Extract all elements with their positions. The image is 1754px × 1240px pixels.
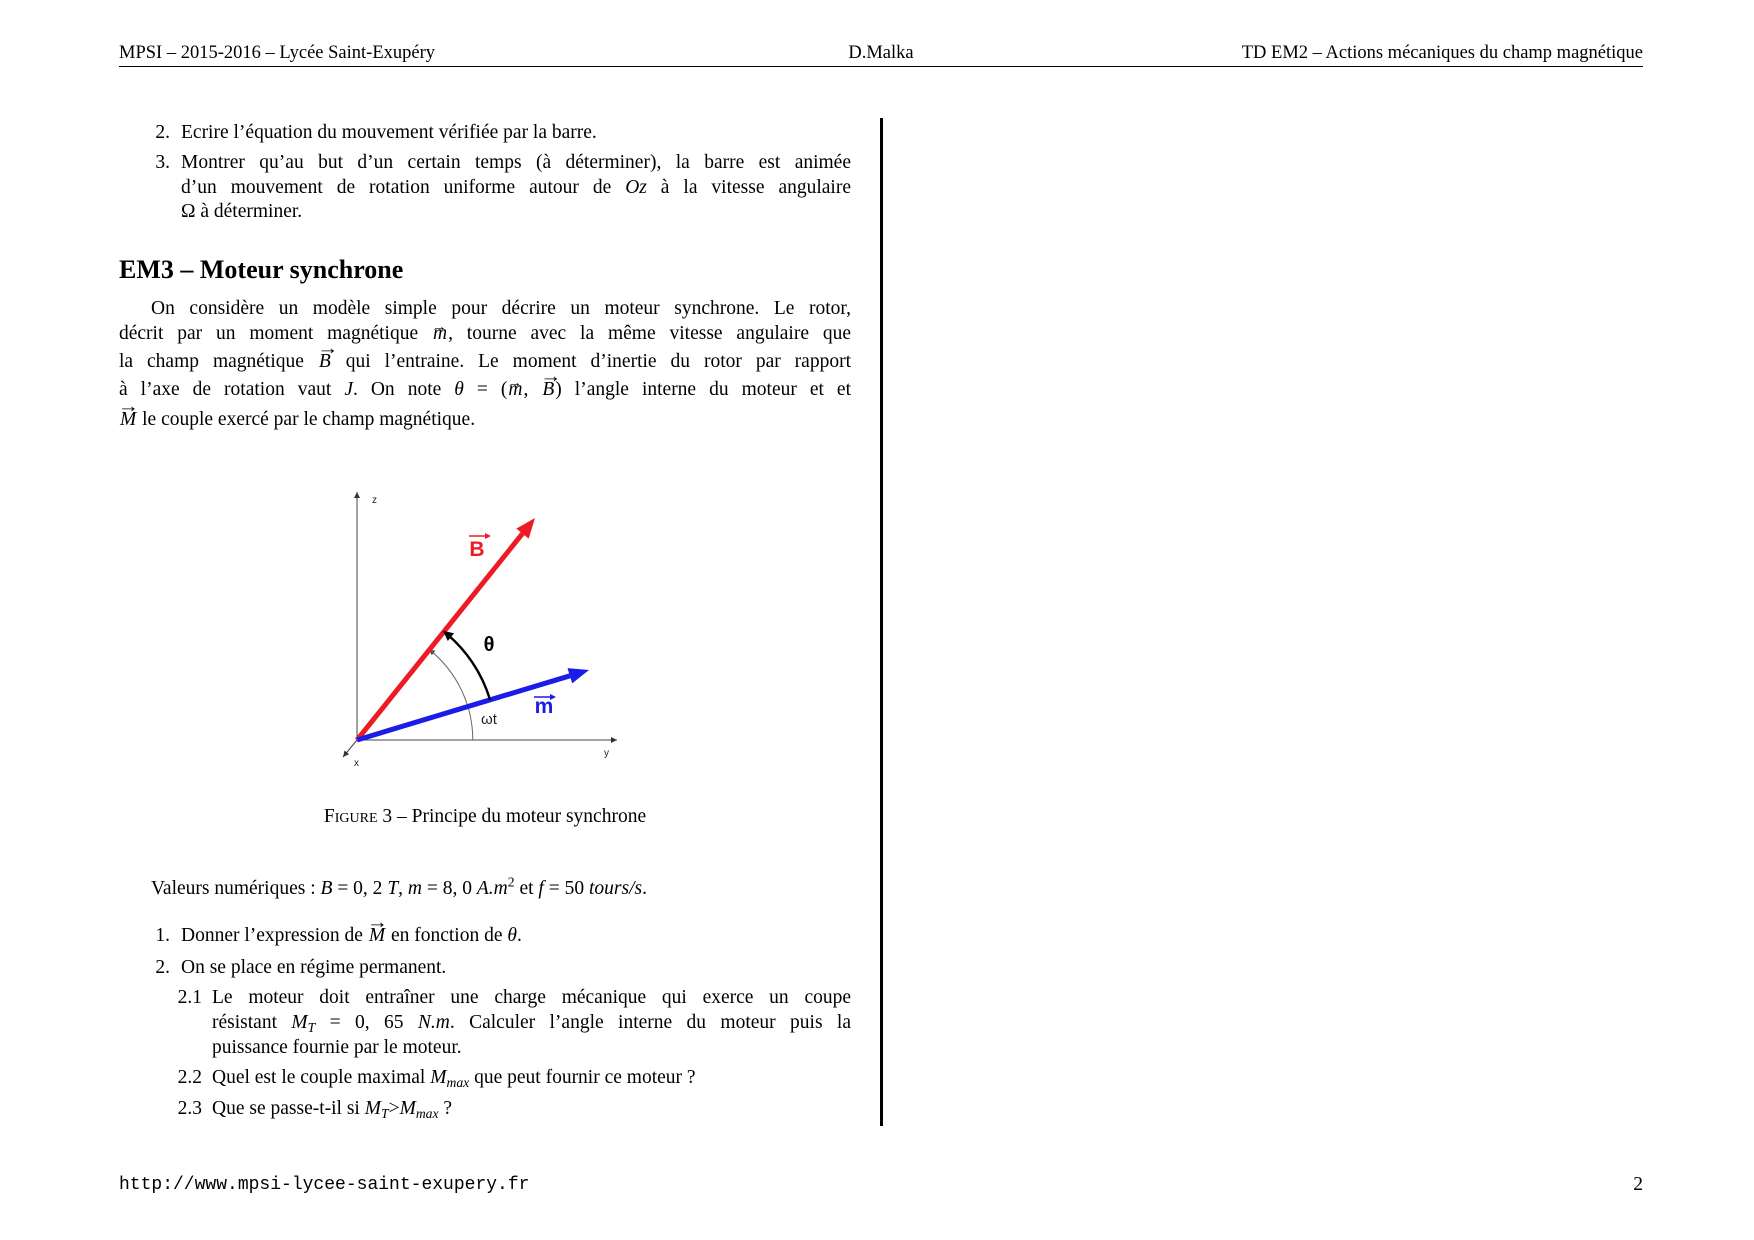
text-run: = 50 (543, 878, 589, 899)
math-symbol (454, 379, 464, 400)
text-run: , (398, 878, 408, 899)
text-run: Donner l’expression de (181, 925, 368, 946)
text-run: Ω à déterminer. (181, 201, 303, 222)
vector-symbol: → M (368, 924, 386, 948)
text-run: d’un mouvement de rotation uniforme autour de (181, 177, 626, 198)
math-base: m (407, 878, 423, 899)
math-symbol (476, 874, 515, 899)
math-superscript: 2 (507, 874, 515, 890)
footer-url: http://www.mpsi-lycee-saint-exupery.fr (119, 1175, 530, 1195)
text-run: > (388, 1098, 400, 1119)
math-base: θ (507, 925, 517, 946)
question-number: 2. (155, 122, 170, 143)
text-run: = ( (463, 379, 508, 400)
math-base: J (344, 379, 353, 400)
text-run: puissance fournie par le moteur. (212, 1037, 462, 1058)
math-symbol (321, 878, 333, 899)
vector-symbol: → m (507, 378, 523, 402)
text-run: et (514, 878, 539, 899)
math-base: θ (454, 379, 464, 400)
question-line (181, 924, 851, 948)
text-run: qui l’entraine. Le moment d’inertie du rotor par rapport (331, 351, 851, 372)
header-rule (119, 66, 1643, 67)
caption-text: 3 – Principe du moteur synchrone (377, 806, 647, 827)
math-symbol (507, 925, 517, 946)
subquestion-number: 2.1 (177, 987, 202, 1008)
math-base: B (320, 878, 333, 899)
math-symbol (387, 878, 398, 899)
paragraph-line (119, 408, 851, 432)
question-line (181, 151, 851, 175)
vector-symbol: → B (318, 350, 332, 374)
caption-label: Figure (323, 806, 378, 827)
math-base: T (387, 878, 399, 899)
text-run: On considère un modèle simple pour décrire un moteur synchrone. Le rotor, (151, 298, 851, 319)
x-axis (343, 740, 357, 757)
math-symbol (418, 1012, 450, 1033)
synchronous-motor-diagram (330, 480, 630, 780)
text-run: la champ magnétique (119, 351, 318, 372)
theta-label: θ (483, 634, 495, 656)
text-run: Le moteur doit entraîner une charge mécanique qui exerce un coupe (212, 987, 851, 1008)
y-axis-label: y (604, 748, 609, 759)
math-symbol (589, 878, 642, 899)
omega-t-arc (429, 650, 472, 740)
text-run: = 0, 2 (332, 878, 388, 899)
text-run: . Calculer l’angle interne du moteur puis la (449, 1012, 851, 1033)
text-run: Quel est le couple maximal (212, 1067, 431, 1088)
text-run: Que se passe-t-il si (212, 1098, 365, 1119)
text-run: le couple exercé par le champ magnétique. (137, 409, 476, 430)
text-run: ? (438, 1098, 453, 1119)
subquestion-line (212, 1066, 851, 1090)
math-base: M (430, 1067, 447, 1088)
text-run: Ecrire l’équation du mouvement vérifiée par la barre. (181, 122, 597, 143)
question-number: 1. (155, 925, 170, 946)
header-author: D.Malka (848, 43, 914, 63)
text-run: = 0, 65 (315, 1012, 418, 1033)
b-vector-shaft (357, 534, 523, 740)
text-run: . (516, 925, 522, 946)
math-symbol (344, 379, 353, 400)
text-run: , (523, 379, 542, 400)
text-run: ) l’angle interne du moteur et et (555, 379, 852, 400)
text-run: . On note (352, 379, 455, 400)
b-label-arrowhead (485, 533, 491, 539)
math-base: tours/s (588, 878, 643, 899)
math-symbol (291, 1012, 316, 1036)
math-base: M (364, 1098, 381, 1119)
omega-t-label: ωt (481, 711, 497, 728)
vector-symbol: → B (541, 378, 555, 402)
math-base: M (291, 1012, 308, 1033)
text-run: On se place en régime permanent. (181, 957, 447, 978)
vector-symbol: → m (432, 322, 448, 346)
math-subscript: T (380, 1106, 389, 1122)
math-base: f (538, 878, 544, 899)
text-run: , tourne avec la même vitesse angulaire que (448, 323, 851, 344)
paragraph-line (119, 378, 851, 402)
m-vector-arrowhead (568, 668, 590, 683)
text-run: Montrer qu’au but d’un certain temps (à déterminer), la barre est animée (181, 152, 851, 173)
question-line (181, 121, 851, 145)
math-base: M (399, 1098, 416, 1119)
b-vector-label: B (469, 538, 485, 561)
subquestion-line (212, 1011, 851, 1035)
subquestion-number: 2.2 (177, 1067, 202, 1088)
numerical-values (151, 874, 647, 901)
paragraph-line (151, 297, 851, 321)
math-symbol (399, 1098, 439, 1122)
text-run: à l’axe de rotation vaut (119, 379, 345, 400)
x-axis-label: x (354, 758, 359, 769)
text-run: résistant (212, 1012, 292, 1033)
column-divider (880, 118, 883, 1126)
text-run: à la vitesse angulaire (646, 177, 851, 198)
math-symbol (430, 1067, 470, 1091)
question-line (181, 200, 851, 224)
text-run: que peut fournir ce moteur ? (469, 1067, 696, 1088)
subquestion-line (212, 1036, 851, 1060)
math-symbol (364, 1098, 389, 1122)
text-run: en fonction de (386, 925, 508, 946)
text-run: Valeurs numériques : (151, 878, 321, 899)
subquestion-line (212, 986, 851, 1010)
text-run: décrit par un moment magnétique (119, 323, 432, 344)
question-number: 2. (155, 957, 170, 978)
text-run: = 8, 0 (422, 878, 477, 899)
math-base: A.m (476, 878, 508, 899)
z-axis-label: z (372, 495, 377, 506)
math-base: N.m (417, 1012, 450, 1033)
math-subscript: T (307, 1020, 316, 1036)
subquestion-number: 2.3 (177, 1098, 202, 1119)
figure-caption (119, 805, 851, 829)
paragraph-line (119, 322, 851, 346)
page-number: 2 (1633, 1174, 1643, 1195)
exercise-title: EM3 – Moteur synchrone (119, 255, 404, 284)
math-symbol (625, 177, 647, 198)
header-title: TD EM2 – Actions mécaniques du champ magnétique (1241, 43, 1643, 63)
header-course: MPSI – 2015-2016 – Lycée Saint-Exupéry (119, 43, 435, 63)
paragraph-line (119, 350, 851, 374)
vector-symbol: → M (119, 408, 137, 432)
subquestion-line (212, 1097, 851, 1121)
m-vector-label: m (534, 695, 554, 718)
math-subscript: max (446, 1075, 470, 1091)
text-run: . (642, 878, 647, 899)
math-subscript: max (415, 1106, 439, 1122)
question-line (181, 956, 851, 980)
question-line (181, 176, 851, 200)
math-symbol (408, 878, 422, 899)
math-base: Oz (625, 177, 647, 198)
question-number: 3. (155, 152, 170, 173)
